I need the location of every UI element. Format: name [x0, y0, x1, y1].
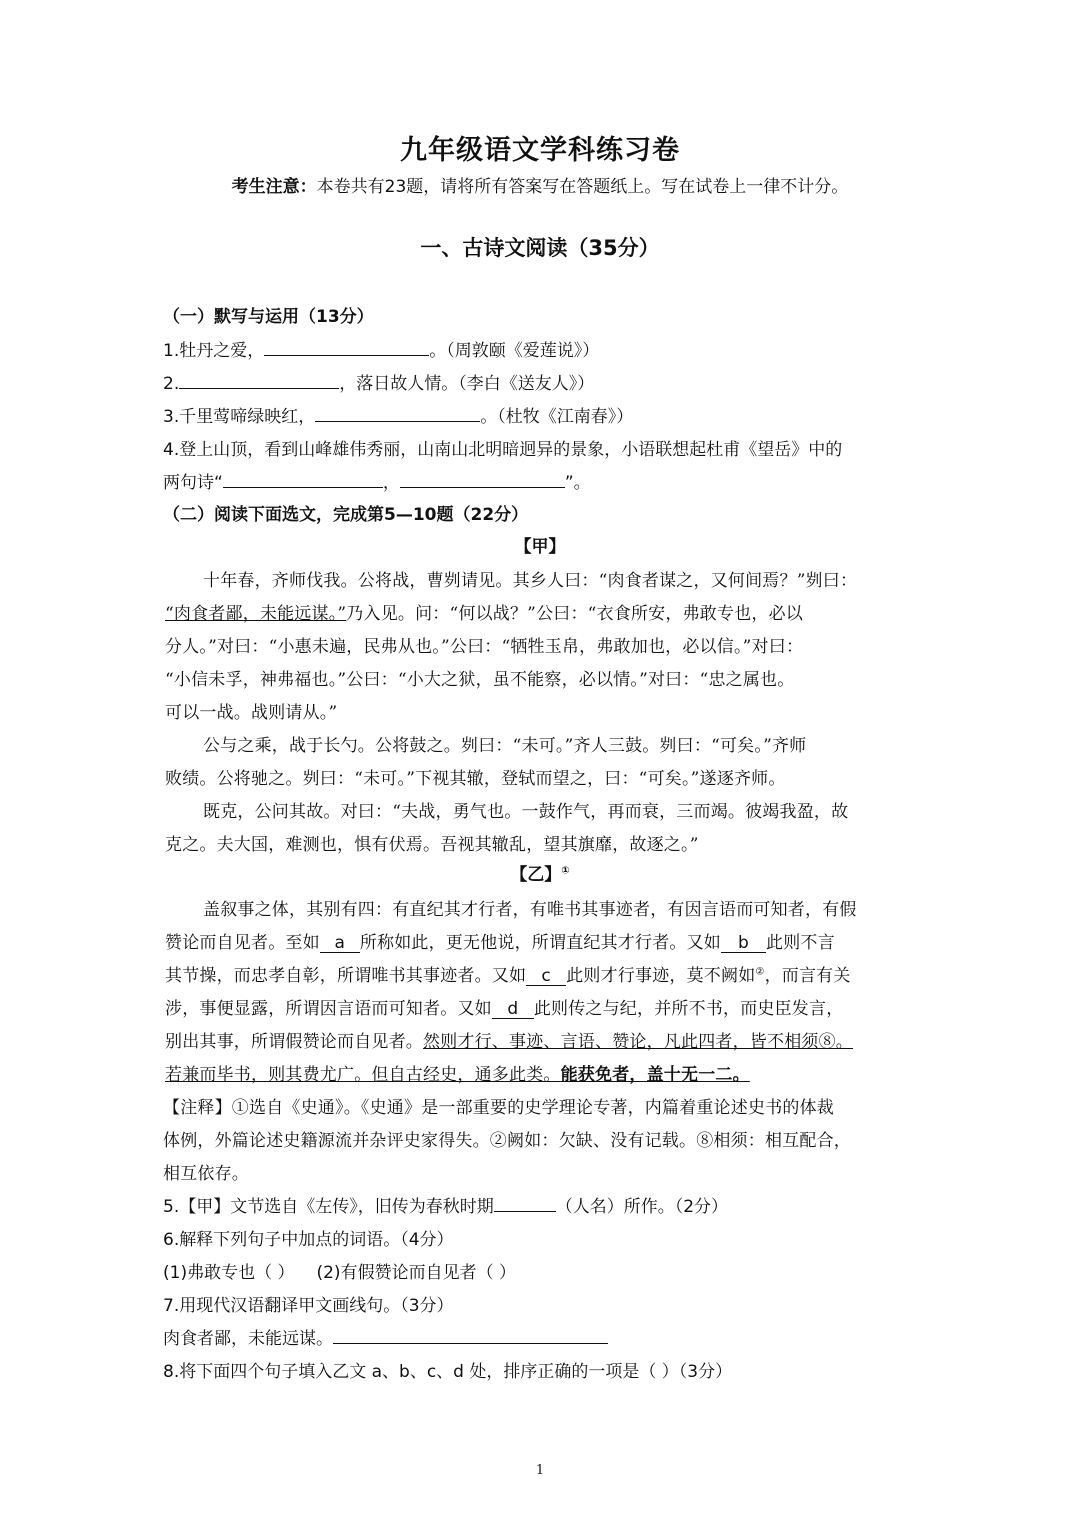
q2-prefix: 2. — [163, 374, 180, 394]
q1-prefix: 1.牡丹之爱， — [163, 341, 265, 361]
q2-blank[interactable] — [179, 370, 339, 389]
section-heading: 一、古诗文阅读（35分） — [420, 236, 660, 260]
notice-text: 本卷共有23题，请将所有答案写在答题纸上。写在试卷上一律不计分。 — [316, 177, 849, 197]
q2-suffix: ，落日故人情。（李白《送友人》） — [339, 374, 595, 394]
question-4-line2 — [163, 468, 591, 493]
question-3 — [163, 402, 633, 427]
q3-suffix: 。（杜牧《江南春》） — [480, 407, 634, 427]
q3-blank[interactable] — [315, 403, 480, 422]
notes-line1: 【注释】①选自《史通》。《史通》是一部重要的史学理论专著，内篇着重论述史书的体裁 — [163, 1098, 834, 1118]
yi-line2-c: 此则不言 — [766, 933, 835, 953]
jia-p1-line2-rest: 乃入见。问：“何以战？”公曰：“衣食所安，弗敢专也，必以 — [346, 604, 803, 624]
yi-line3-b: 此则才行事迹，莫不阙如 — [566, 966, 756, 986]
yi-line2-a: 赞论而自见者。至如 — [165, 933, 320, 953]
q5-suffix: （人名）所作。（2分） — [555, 1197, 729, 1217]
q3-prefix: 3.千里莺啼绿映红， — [163, 407, 316, 427]
yi-line3-c: ，而言有关 — [764, 966, 851, 986]
question-7-sentence — [163, 1324, 608, 1349]
q4-blank-2[interactable] — [400, 469, 565, 488]
jia-p1-line4: “小信未孚，神弗福也。”公曰：“小大之狱，虽不能察，必以情。”对曰：“忠之属也。 — [165, 670, 795, 690]
yi-line6 — [165, 1060, 750, 1085]
jia-p3-line2: 克之。夫大国，难测也，惧有伏焉。吾视其辙乱，望其旗靡，故逐之。” — [165, 835, 699, 855]
yi-underlined-bold: 能获免者，盖十无一二。 — [560, 1065, 750, 1085]
q4-suffix: ”。 — [564, 473, 591, 493]
q4-blank-1[interactable] — [223, 469, 383, 488]
yi-blank-d[interactable]: d — [492, 1000, 534, 1019]
passage-jia-label: 【甲】 — [514, 537, 566, 557]
jia-p2-line1: 公与之乘，战于长勺。公将鼓之。刿曰：“未可。”齐人三鼓。刿曰：“可矣。”齐师 — [203, 736, 807, 756]
yi-line2 — [165, 928, 835, 953]
jia-p1-line3: 分人。”对曰：“小惠未遍，民弗从也。”公曰：“牺牲玉帛，弗敢加也，必以信。”对曰： — [165, 637, 804, 657]
yi-line5-a: 别出其事，所谓假赞论而自见者。 — [165, 1032, 423, 1052]
q5-prefix: 5.【甲】文节选自《左传》，旧传为春秋时期 — [163, 1197, 494, 1217]
yi-line4-a: 涉，事便显露，所谓因言语而可知者。又如 — [165, 999, 492, 1019]
question-5 — [163, 1192, 728, 1217]
q1-blank[interactable] — [264, 337, 429, 356]
yi-blank-a[interactable]: a — [320, 934, 360, 953]
yi-line3 — [165, 961, 851, 986]
yi-line4 — [165, 994, 843, 1019]
yi-label-text: 【乙】 — [510, 865, 562, 885]
notes-line2: 体例，外篇论述史籍源流并杂评史家得失。②阙如：欠缺、没有记载。⑧相须：相互配合， — [163, 1131, 851, 1151]
question-2 — [163, 369, 594, 394]
q6-item-2: (2)有假赞论而自见者（ ） — [316, 1263, 516, 1283]
question-6: 6.解释下列句子中加点的词语。（4分） — [163, 1230, 454, 1250]
yi-footnote-marker: ① — [561, 865, 570, 877]
notice-label: 考生注意： — [231, 177, 317, 197]
page-number: 1 — [535, 1463, 545, 1478]
passage-yi-label — [0, 860, 1080, 885]
notice — [0, 172, 1080, 197]
yi-footnote-2: ② — [755, 966, 765, 978]
q4-separator: ， — [382, 473, 400, 493]
question-4-line1: 4.登上山顶，看到山峰雄伟秀丽，山南山北明暗迥异的景象，小语联想起杜甫《望岳》中的 — [163, 440, 843, 460]
yi-blank-b[interactable]: b — [721, 934, 766, 953]
q7-answer-blank[interactable] — [333, 1325, 608, 1344]
question-7: 7.用现代汉语翻译甲文画线句。（3分） — [163, 1296, 454, 1316]
jia-p1-line1: 十年春，齐师伐我。公将战，曹刿请见。其乡人曰：“肉食者谋之，又何间焉？”刿曰： — [203, 571, 858, 591]
jia-p1-line5: 可以一战。战则请从。” — [165, 703, 338, 723]
part1-heading: （一）默写与运用（13分） — [163, 307, 374, 327]
q1-suffix: 。（周敦颐《爱莲说》） — [429, 341, 600, 361]
jia-p1-line2 — [165, 599, 803, 624]
yi-underlined-2: 若兼而毕书，则其费尤广。但自古经史，通多此类。 — [165, 1065, 561, 1085]
q4-prefix: 两句诗“ — [163, 473, 223, 493]
question-6-items — [163, 1258, 516, 1283]
yi-line4-b: 此则传之与纪，并所不书，而史臣发言， — [533, 999, 844, 1019]
q5-blank[interactable] — [494, 1193, 556, 1212]
yi-line2-b: 所称如此，更无他说，所谓直纪其才行者。又如 — [359, 933, 722, 953]
jia-p3-line1: 既克，公问其故。对曰：“夫战，勇气也。一鼓作气，再而衰，三而竭。彼竭我盈，故 — [203, 802, 849, 822]
question-8: 8.将下面四个句子填入乙文 a、b、c、d 处，排序正确的一项是（ ）（3分） — [163, 1362, 733, 1382]
yi-line5 — [165, 1027, 853, 1052]
jia-p2-line2: 败绩。公将驰之。刿曰：“未可。”下视其辙，登轼而望之，曰：“可矣。”遂逐齐师。 — [165, 769, 786, 789]
yi-line1: 盖叙事之体，其别有四：有直纪其才行者，有唯书其事迹者，有因言语而可知者，有假 — [203, 900, 857, 920]
q7-sentence-text: 肉食者鄙，未能远谋。 — [163, 1329, 333, 1349]
question-1 — [163, 336, 599, 361]
yi-blank-c[interactable]: c — [526, 967, 566, 986]
yi-underlined-1: 然则才行、事迹、言语、赞论，凡此四者，皆不相须⑧。 — [423, 1032, 853, 1052]
notes-line3: 相互依存。 — [163, 1164, 249, 1184]
part2-heading: （二）阅读下面选文，完成第5—10题（22分） — [163, 505, 529, 525]
yi-line3-a: 其节操，而忠孝自彰，所谓唯书其事迹者。又如 — [165, 966, 527, 986]
page-title: 九年级语文学科练习卷 — [400, 135, 680, 166]
q6-item-1: (1)弗敢专也（ ） — [163, 1263, 295, 1283]
jia-underlined-sentence: “肉食者鄙，未能远谋。” — [165, 604, 347, 624]
